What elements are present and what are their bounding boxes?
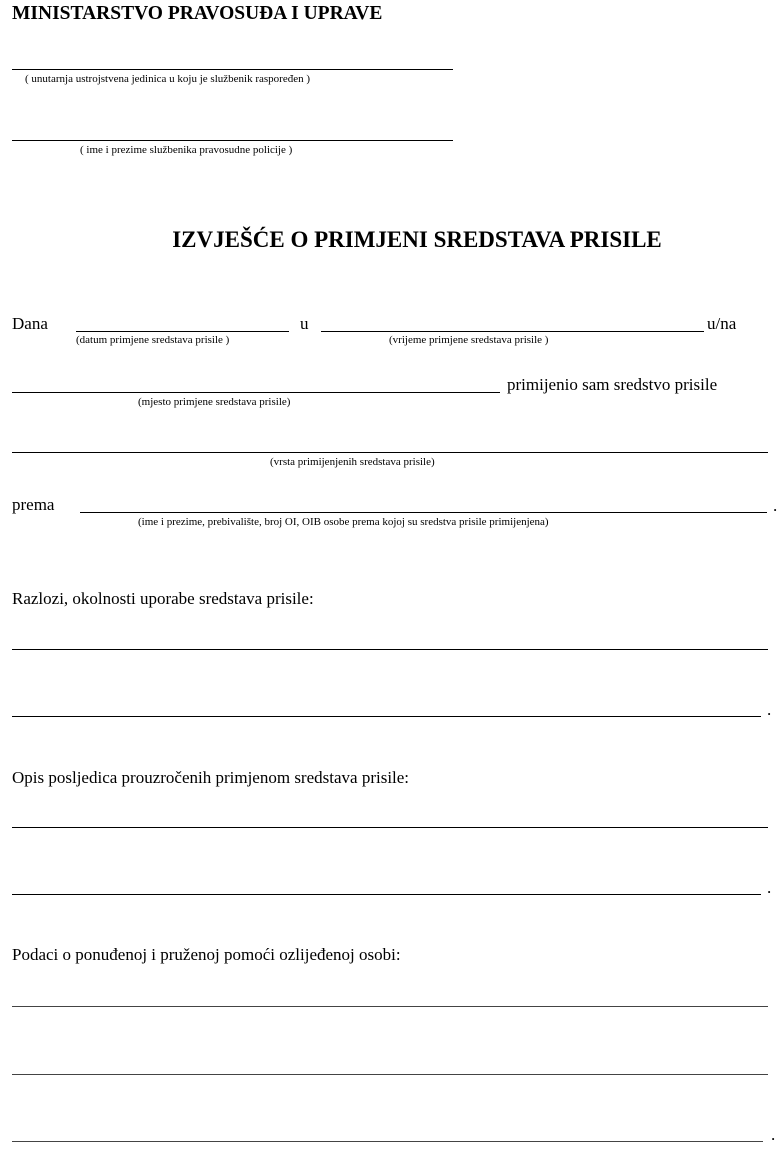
consequences-line-1[interactable] xyxy=(12,827,768,828)
place-caption: (mjesto primjene sredstava prisile) xyxy=(138,396,291,408)
type-field[interactable] xyxy=(12,452,768,453)
time-caption: (vrijeme primjene sredstava prisile ) xyxy=(389,334,549,346)
assistance-line-3[interactable] xyxy=(12,1141,763,1142)
place-field[interactable] xyxy=(12,392,500,393)
reasons-line-2[interactable] xyxy=(12,716,761,717)
document-title: IZVJEŠĆE O PRIMJENI SREDSTAVA PRISILE xyxy=(172,227,662,252)
reasons-heading: Razlozi, okolnosti uporabe sredstava prisile: xyxy=(12,589,314,608)
officer-name-field[interactable] xyxy=(12,140,453,141)
date-field[interactable] xyxy=(76,331,289,332)
assistance-line-1[interactable] xyxy=(12,1006,768,1007)
prema-label: prema xyxy=(12,495,55,514)
person-field[interactable] xyxy=(80,512,767,513)
unit-caption: ( unutarnja ustrojstvena jedinica u koju je službenik raspoređen ) xyxy=(25,73,310,85)
assistance-line-2[interactable] xyxy=(12,1074,768,1075)
una-label: u/na xyxy=(707,314,737,333)
time-field[interactable] xyxy=(321,331,704,332)
date-caption: (datum primjene sredstava prisile ) xyxy=(76,334,230,346)
person-caption: (ime i prezime, prebivalište, broj OI, OIB osobe prema kojoj su sredstva prisile primijenjena) xyxy=(138,516,549,528)
consequences-line-2[interactable] xyxy=(12,894,761,895)
dana-label: Dana xyxy=(12,314,48,333)
end-dot: . xyxy=(767,700,772,719)
end-dot: . xyxy=(767,878,772,897)
end-dot: . xyxy=(771,1125,776,1144)
consequences-heading: Opis posljedica prouzročenih primjenom sredstava prisile: xyxy=(12,768,410,787)
applied-text: primijenio sam sredstvo prisile xyxy=(507,375,718,394)
assistance-heading: Podaci o ponuđenoj i pruženoj pomoći ozlijeđenoj osobi: xyxy=(12,945,401,964)
u-label: u xyxy=(300,314,309,333)
end-dot: . xyxy=(773,496,778,515)
unit-field[interactable] xyxy=(12,69,453,70)
ministry-heading: MINISTARSTVO PRAVOSUĐA I UPRAVE xyxy=(12,3,383,24)
reasons-line-1[interactable] xyxy=(12,649,768,650)
type-caption: (vrsta primijenjenih sredstava prisile) xyxy=(270,456,435,468)
officer-caption: ( ime i prezime službenika pravosudne policije ) xyxy=(80,144,293,156)
